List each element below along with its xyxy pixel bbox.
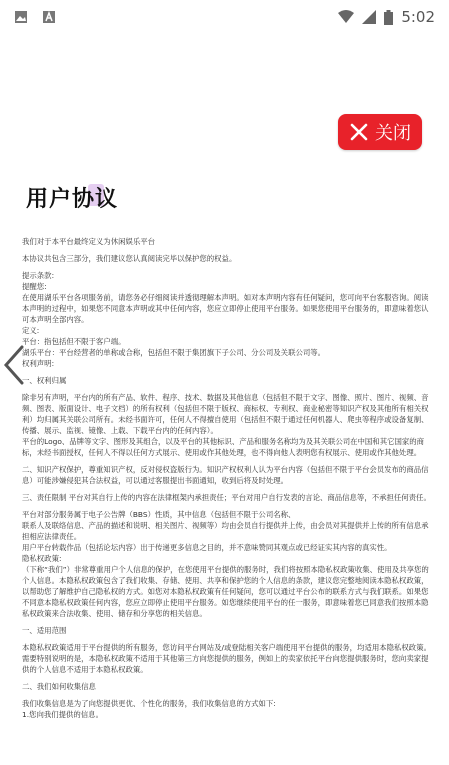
status-bar-right [338, 8, 435, 26]
paragraph: 二、知识产权保护，尊重知识产权，反对侵权盗版行为。知识产权权利人认为平台内容（包括但不限于平台会员发布的商品信息）可能涉嫌侵犯其合法权益，可以通过客服提出书面通知，收到后将及时处理。 [22, 465, 429, 485]
paragraph: 三、责任限制 平台对其自行上传的内容在法律框架内承担责任；平台对用户自行发表的言论、商品信息等，不承担任何责任。 [22, 493, 431, 502]
status-bar-left [14, 10, 56, 24]
section-heading: 一、适用范围 [22, 626, 67, 635]
paragraph: 我们收集信息是为了向您提供更优、个性化的服务，我们收集信息的方式如下: 1.您向我们提供的信息。 [22, 699, 276, 719]
paragraph: 提示条款: 提醒您: 在使用湖乐平台各项服务前，请您务必仔细阅读并透彻理解本声明。如对本声明内容有任何疑问，您可向平台客服咨询。阅读本声明的过程中，如果您不同意本声明或其中任何内容，您应立即停止使用平台服务。如果您使用平台服务的，即意味着您认可本声明全部内容。 定义: 平台：指包括但不限于客户端。 湖乐平台：平台经营者的单称或合称，包括但不限于集团旗下子公司、分公司及关联公司等。 权利声明: [22, 271, 429, 368]
close-button-label: 关闭 [375, 123, 411, 144]
signal-icon [362, 10, 376, 24]
page-title: 用户协议 [26, 187, 119, 212]
battery-icon [384, 10, 393, 25]
section-heading: 一、权利归属 [22, 376, 67, 385]
wifi-icon [338, 10, 354, 24]
close-button[interactable] [338, 114, 422, 150]
paragraph: 本协议共包含三部分，我们建议您认真阅读完毕以保护您的权益。 [22, 254, 237, 263]
agreement-body [22, 236, 432, 726]
paragraph: 我们对于本平台最终定义为休闲娱乐平台 [22, 237, 156, 246]
status-time: 5:02 [401, 8, 435, 26]
paragraph: 除非另有声明，平台内的所有产品、软件、程序、技术、数据及其他信息（包括但不限于文字、图像、照片、图片、视频、音频、图表、版面设计、电子文档）的所有权利（包括但不限于版权、商标权、专利权、商业秘密等知识产权及其他所有相关权利）均归属其关联公司所有。未经书面许可，任何人不得擅自使用（包括但不限于通过任何机器人、爬虫等程序或设备复制、传播、展示、监视、镜像、上载、下载平台内的任何内容）。 平台的Logo、品牌等文字、图形及其组合，以及平台的其他标识、产品和服务名称均为及其关联公司在中国和其它国家的商标，未经书面授权，任何人不得以任何方式展示、使用或作其他处理，也不得向他人表明您有权展示、使用或作其他处理。 [22, 393, 429, 457]
paragraph: 本隐私权政策适用于平台提供的所有服务，您访问平台网站及/或登陆相关客户端使用平台提供的服务，均适用本隐私权政策。 需要特别说明的是，本隐私权政策不适用于其他第三方向您提供的服务，例如上的卖家依托平台向您提供服务时，您向卖家提供的个人信息不适用于本隐私权政策。 [22, 643, 431, 674]
status-bar [0, 0, 449, 34]
close-x-icon [349, 122, 369, 142]
image-icon [14, 10, 28, 24]
text-a-icon [42, 10, 56, 24]
section-heading: 二、我们如何收集信息 [22, 682, 96, 691]
paragraph: 平台对部分服务属于电子公告牌（BBS）性质，其中信息（包括但不限于公司名称、 联系人及联络信息、产品的描述和说明、相关图片、视频等）均由会员自行提供并上传，由会员对其提供并上传的所有信息承担相应法律责任。 用户平台转载作品（包括论坛内容）出于传递更多信息之目的，并不意味赞同其观点或已经证实其内容的真实性。 隐私权政策: （下称“我们”）非常尊重用户个人信息的保护，在您使用平台提供的服务时，我们将按照本隐私权政策收集、使用及共享您的个人信息。本隐私权政策包含了我们收集、存储、使用、共享和保护您的个人信息的条款，建议您完整地阅读本隐私权政策，以帮助您了解维护自己隐私权的方式。如您对本隐私权政策有任何疑问，您可以通过平台公布的联系方式与我们联系。如果您不同意本隐私权政策任何内容，您应立即停止使用平台服务。如您继续使用平台的任一服务，即意味着您已同意我们按照本隐私权政策来合法收集、使用、储存和分享您的相关信息。 [22, 510, 429, 618]
